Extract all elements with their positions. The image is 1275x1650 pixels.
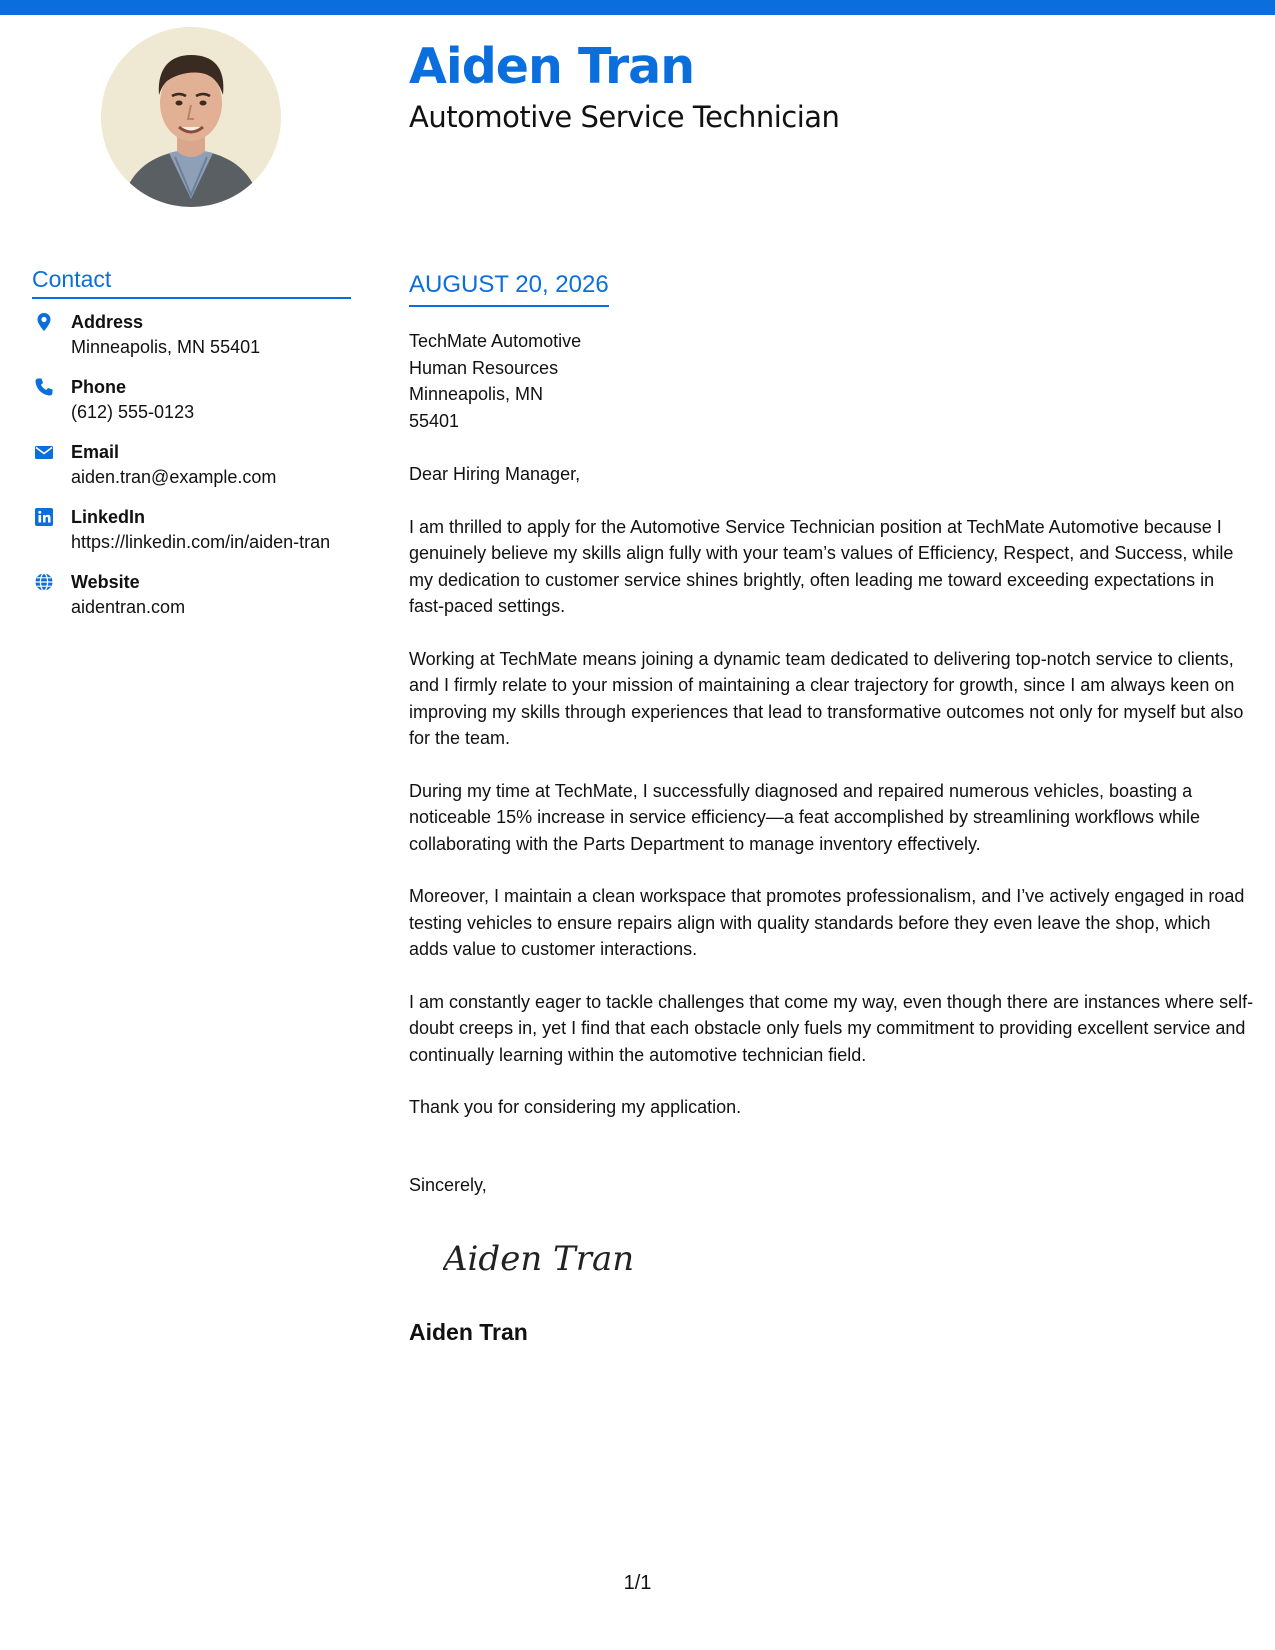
contact-label: Website (71, 572, 140, 592)
top-accent-bar (0, 0, 1275, 15)
map-pin-icon (34, 312, 54, 332)
linkedin-icon (34, 507, 54, 527)
letter-paragraph: Moreover, I maintain a clean workspace that promotes professionalism, and I’ve actively engaged in road testing vehicles to ensure repairs align with quality standards before they even leave the shop, which adds value to customer interactions. (409, 886, 1245, 959)
contact-item-email (32, 440, 362, 490)
contact-heading: Contact (32, 266, 351, 299)
profile-photo (101, 27, 281, 207)
contact-item-address (32, 310, 362, 360)
letter-paragraph: Thank you for considering my application. (409, 1097, 742, 1117)
recipient-department: Human Resources (409, 357, 559, 378)
letter-body (409, 461, 1254, 1147)
recipient-address (409, 328, 581, 434)
contact-label: Email (71, 442, 120, 462)
envelope-icon (34, 442, 54, 462)
contact-item-website (32, 570, 362, 620)
page-number: 1/1 (623, 1572, 652, 1594)
contact-value: aidentran.com (71, 597, 186, 617)
contact-label: Phone (71, 377, 127, 397)
closing: Sincerely, (409, 1175, 487, 1195)
letter-paragraph: I am thrilled to apply for the Automotive Service Technician position at TechMate Automotive because I genuinely believe my skills align fully with your team’s values of Efficiency, Respect, and Success, while my dedication to customer service shines brightly, often leading me toward exceeding expectations in fast-paced settings. (409, 516, 1234, 616)
contact-label: LinkedIn (71, 507, 146, 527)
contact-item-phone (32, 375, 362, 425)
signature-text: Aiden Tran (443, 1239, 633, 1279)
salutation: Dear Hiring Manager, (409, 464, 581, 484)
contact-label: Address (71, 312, 144, 332)
letter-paragraph: I am constantly eager to tackle challenges that come my way, even though there are instances where self-doubt creeps in, yet I find that each obstacle only fuels my commitment to providing excellent service and continually learning within the automotive technician field. (409, 991, 1254, 1065)
recipient-company: TechMate Automotive (409, 331, 582, 351)
job-title: Automotive Service Technician (409, 100, 840, 134)
contact-value: https://linkedin.com/in/aiden-tran (71, 532, 331, 552)
globe-icon (34, 572, 54, 592)
contact-item-linkedin (32, 505, 362, 555)
contact-value: (612) 555-0123 (71, 402, 195, 422)
contact-list (32, 310, 362, 635)
contact-value: Minneapolis, MN 55401 (71, 337, 261, 357)
recipient-zip: 55401 (409, 410, 460, 431)
letter-paragraph: During my time at TechMate, I successfully diagnosed and repaired numerous vehicles, boasting a noticeable 15% increase in service efficiency—a feat accomplished by streamlining workflows while collaborating with the Parts Department to manage inventory effectively. (409, 780, 1201, 854)
signer-name: Aiden Tran (409, 1319, 528, 1345)
recipient-city: Minneapolis, MN (409, 384, 544, 404)
letter-date: AUGUST 20, 2026 (409, 271, 609, 307)
candidate-name: Aiden Tran (409, 38, 695, 95)
handwritten-signature (443, 1228, 633, 1293)
phone-icon (34, 377, 54, 397)
letter-paragraph: Working at TechMate means joining a dynamic team dedicated to delivering top-notch service to clients, and I firmly relate to your mission of maintaining a clear trajectory for growth, since I am always keen on improving my skills through experiences that lead to transformative outcomes not only for myself but also for the team. (409, 648, 1244, 748)
contact-value: aiden.tran@example.com (71, 467, 277, 487)
